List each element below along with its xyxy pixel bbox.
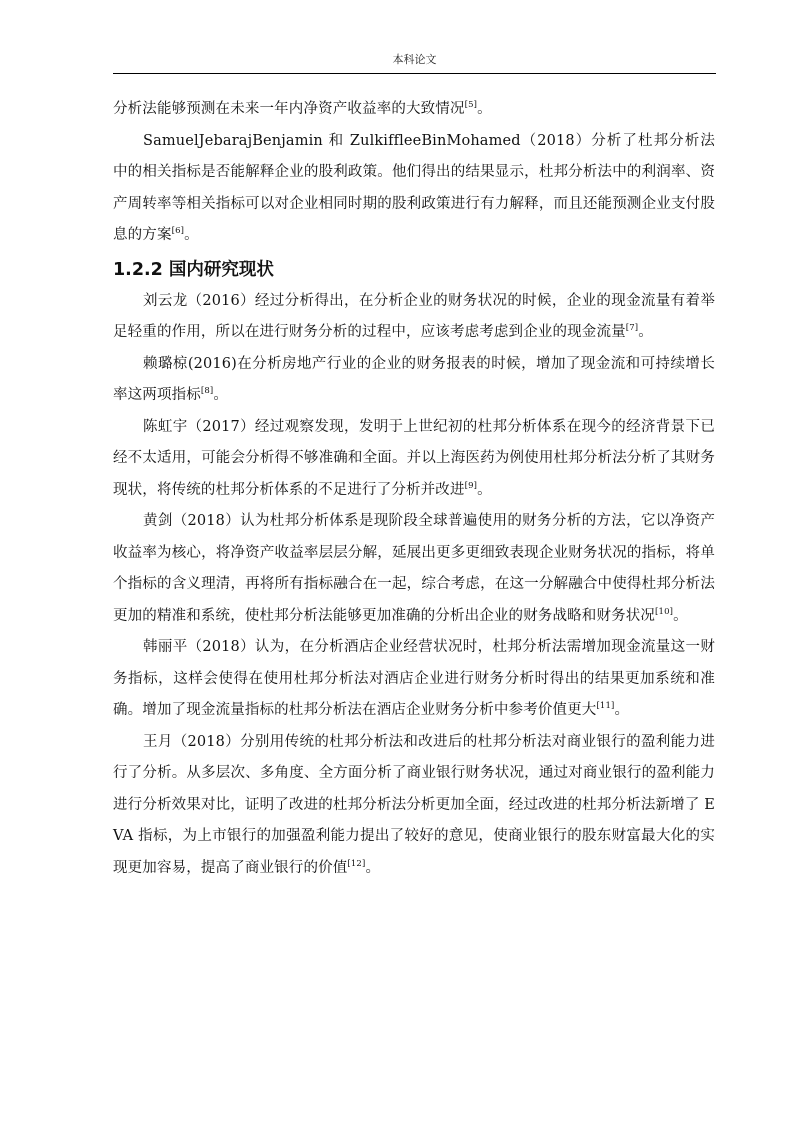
paragraph-tail: 。 xyxy=(638,324,653,340)
paragraph-continuation xyxy=(113,94,715,126)
paragraph xyxy=(113,349,715,412)
paragraph-tail: 。 xyxy=(477,481,492,498)
paragraph xyxy=(113,412,715,507)
paragraph-text: 黄剑（2018）认为杜邦分析体系是现阶段全球普遍使用的财务分析的方法，它以净资产收益率为核心，将净资产收益率层层分解，延展出更多更细致表现企业财务状况的指标，将单个指标的含义理清，再将所有指标融合在一起，综合考虑，在这一分解融合中使得杜邦分析法更加的精准和系统，使杜邦分析法能够更加准确的分析出企业的财务战略和财务状况 xyxy=(113,513,715,624)
paragraph-tail: 。 xyxy=(365,859,381,876)
paragraph-tail: 。 xyxy=(614,702,630,718)
paragraph xyxy=(113,126,715,252)
paragraph-text: 韩丽平（2018）认为，在分析酒店企业经营状况时，杜邦分析法需增加现金流量这一财务指标，这样会使得在使用杜邦分析法对酒店企业进行财务分析时得出的结果更加系统和准确。增加了现金流量指标的杜邦分析法在酒店企业财务分析中参考价值更大 xyxy=(113,639,715,718)
paragraph-text: 刘云龙（2016）经过分析得出，在分析企业的财务状况的时候，企业的现金流量有着举足轻重的作用，所以在进行财务分析的过程中，应该考虑考虑到企业的现金流量 xyxy=(113,292,715,340)
paragraph xyxy=(113,286,715,349)
paragraph xyxy=(113,727,715,885)
paragraph-text: 分析法能够预测在未来一年内净资产收益率的大致情况 xyxy=(113,101,465,117)
paragraph-text: SamuelJebarajBenjamin 和 ZulkiffleeBinMohamed（2018）分析了杜邦分析法中的相关指标是否能解释企业的股利政策。他们得出的结果显示，杜邦分析法中的利润率、资产周转率等相关指标可以对企业相同时期的股利政策进行有力解释，而且还能预测企业支付股息的方案 xyxy=(113,132,715,243)
paragraph-tail: 。 xyxy=(673,607,688,624)
citation-ref: [5] xyxy=(464,100,478,110)
citation-ref: [10] xyxy=(655,606,674,617)
citation-ref: [6] xyxy=(171,226,185,236)
citation-ref: [8] xyxy=(200,386,214,396)
paragraph-text: 陈虹宇（2017）经过观察发现，发明于上世纪初的杜邦分析体系在现今的经济背景下已经不太适用，可能会分析得不够准确和全面。并以上海医药为例使用杜邦分析法分析了其财务现状，将传统的杜邦分析体系的不足进行了分析并改进 xyxy=(113,418,715,498)
paragraph-text: 王月（2018）分别用传统的杜邦分析法和改进后的杜邦分析法对商业银行的盈利能力进行了分析。从多层次、多角度、全方面分析了商业银行财务状况，通过对商业银行的盈利能力进行分析效果对比，证明了改进的杜邦分析法分析更加全面，经过改进的杜邦分析法新增了 EVA 指标，为上市银行的加强盈利能力提出了较好的意见，使商业银行的股东财富最大化的实现更加容易，提高了商业银行的价值 xyxy=(113,733,715,876)
header-divider xyxy=(113,73,716,74)
section-heading: 1.2.2 国内研究现状 xyxy=(113,259,274,280)
citation-ref: [11] xyxy=(596,701,615,711)
paragraph-tail: 。 xyxy=(477,101,492,117)
citation-ref: [12] xyxy=(347,858,366,869)
paragraph xyxy=(113,506,715,632)
citation-ref: [7] xyxy=(625,323,639,333)
paragraph-tail: 。 xyxy=(184,227,199,243)
body-text xyxy=(113,94,715,884)
running-header: 本科论文 xyxy=(392,53,437,66)
paragraph xyxy=(113,632,715,727)
citation-ref: [9] xyxy=(464,480,478,491)
paragraph-text: 赖璐椋(2016)在分析房地产行业的企业的财务报表的时候，增加了现金流和可持续增长率这两项指标 xyxy=(113,355,715,403)
paragraph-tail: 。 xyxy=(213,387,229,403)
